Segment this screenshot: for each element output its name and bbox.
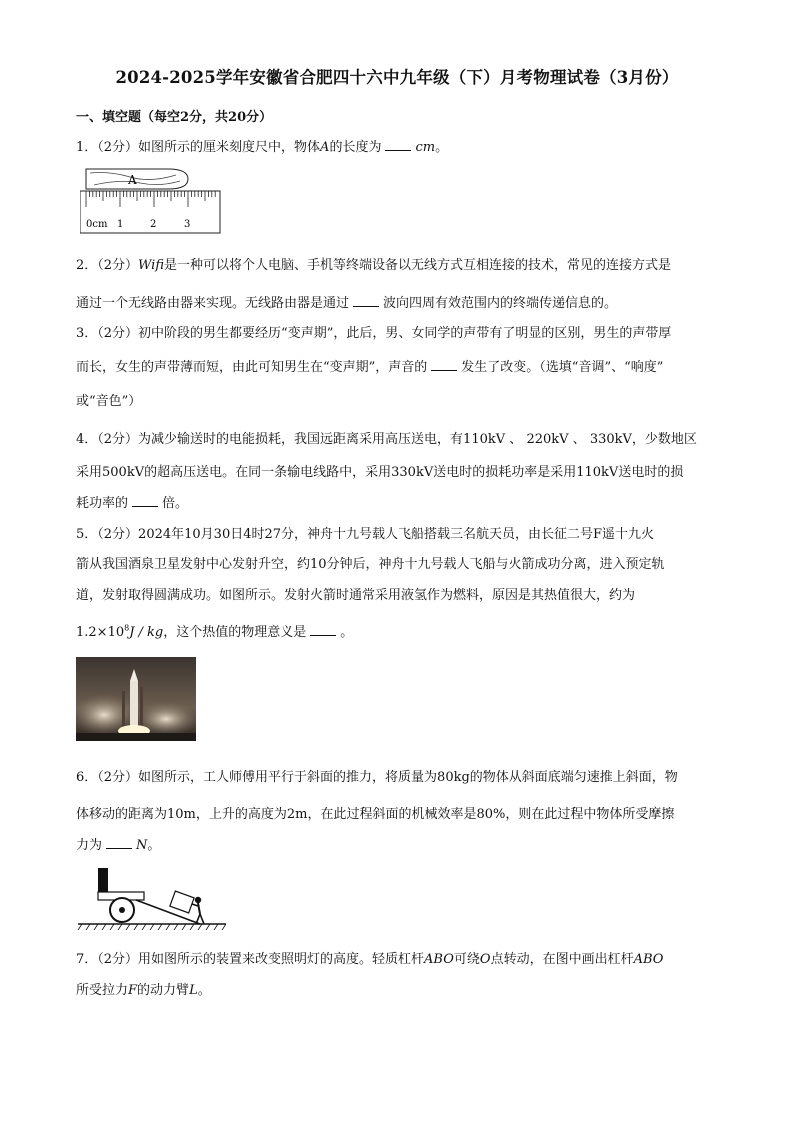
ruler-figure <box>80 165 222 235</box>
question-4-line-3 <box>76 492 188 511</box>
q7-force: F <box>128 983 138 998</box>
q4-voltage-110b: 110kV <box>576 465 619 480</box>
q2-prefix: 2．（2分） <box>76 258 139 273</box>
q5-blank <box>310 624 336 636</box>
q3-text-b: 发生了改变。（选填“音调”、“响度” <box>461 360 664 375</box>
ruler-tick-label-1: 1 <box>117 219 124 230</box>
rocket-launch-photo <box>76 657 196 741</box>
q6-text-a: 6．（2分）如图所示，工人师傅用平行于斜面的推力，将质量为 <box>76 770 438 785</box>
q6-text-c: 体移动的距离为 <box>76 807 168 822</box>
question-6-line-1 <box>76 766 678 785</box>
q4-voltage-220: 220kV <box>526 432 569 447</box>
q7-text-c: 点转动，在图中画出杠杆 <box>490 952 634 967</box>
question-5-line-3: 道，发射取得圆满成功。如图所示。发射火箭时通常采用液氢作为燃料，原因是其热值很大，约为 <box>76 588 636 603</box>
q1-end: 。 <box>435 140 449 155</box>
q5-text-b: ，这个热值的物理意义是 <box>163 625 307 640</box>
section-heading: 一、填空题（每空2分，共20分） <box>76 110 273 125</box>
q5-unit: J / kg <box>129 625 164 640</box>
question-5-line-1: 5．（2分）2024年10月30日4时27分，神舟十九号载人飞船搭载三名航天员，由长征二号F遥十九火 <box>76 527 655 542</box>
object-a-label: A <box>128 173 137 187</box>
q6-height: 2m <box>286 807 308 822</box>
q6-distance: 10m <box>167 807 196 822</box>
q7-lever-2: ABO <box>633 952 664 967</box>
q4-text-d: 的超高压送电。在同一条输电线路中，采用 <box>144 465 392 480</box>
question-7-line-2 <box>76 979 211 998</box>
q2-wifi: Wifi <box>138 258 165 273</box>
question-6-line-3 <box>76 834 160 853</box>
q7-text-f: 。 <box>197 983 211 998</box>
q7-text-b: 可绕 <box>453 952 480 967</box>
q4-text-a: 4．（2分）为减少输送时的电能损耗，我国远距离采用高压送电，有 <box>76 432 464 447</box>
q4-voltage-330b: 330kV <box>391 465 434 480</box>
q1-unit: cm <box>415 140 436 155</box>
q6-text-f: 力为 <box>76 838 103 853</box>
q4-voltage-330: 330kV <box>589 432 632 447</box>
q6-text-g: 。 <box>147 838 161 853</box>
q3-blank <box>431 359 457 371</box>
q7-text-e: 的动力臂 <box>137 983 190 998</box>
q1-text-a: 1．（2分）如图所示的厘米刻度尺中，物体 <box>76 140 321 155</box>
q2-text-1: 是一种可以将个人电脑、手机等终端设备以无线方式互相连接的技术，常见的连接方式是 <box>164 258 672 273</box>
exam-title: 2024-2025学年安徽省合肥四十六中九年级（下）月考物理试卷（3月份） <box>115 68 679 87</box>
q6-text-b: 的物体从斜面底端匀速推上斜面，物 <box>469 770 678 785</box>
question-5-line-4 <box>76 621 353 640</box>
q7-text-d: 所受拉力 <box>76 983 129 998</box>
question-2-line-1 <box>76 254 671 273</box>
q5-text-c: 。 <box>340 625 354 640</box>
q4-voltage-110: 110kV <box>463 432 506 447</box>
q4-blank <box>132 495 158 507</box>
q2-text-3: 波向四周有效范围内的终端传递信息的。 <box>383 296 618 311</box>
question-3-line-2 <box>76 356 663 375</box>
ruler-tick-label-0: 0cm <box>86 219 108 230</box>
q4-sep-2: 、 <box>572 432 586 447</box>
q4-text-g: 耗功率的 <box>76 496 129 511</box>
question-7-line-1 <box>76 948 663 967</box>
q7-text-a: 7．（2分）用如图所示的装置来改变照明灯的高度。轻质杠杆 <box>76 952 425 967</box>
q4-text-c: 采用 <box>76 465 103 480</box>
q4-voltage-500: 500kV <box>102 465 145 480</box>
q1-text-b: 的长度为 <box>329 140 382 155</box>
incline-figure <box>76 862 226 932</box>
question-5-line-2: 箭从我国酒泉卫星发射中心发射升空，约10分钟后，神舟十九号载人飞船与火箭成功分离，进入预定轨 <box>76 557 665 572</box>
q1-var-a: A <box>320 140 330 155</box>
q2-blank <box>353 295 379 307</box>
q5-heat-value: 1.2×10 <box>76 625 125 640</box>
q4-text-b: ，少数地区 <box>631 432 697 447</box>
q2-text-2: 通过一个无线路由器来实现。无线路由器是通过 <box>76 296 350 311</box>
q1-blank <box>385 139 411 151</box>
question-6-line-2 <box>76 803 674 822</box>
question-3-line-1: 3．（2分）初中阶段的男生都要经历“变声期”，此后，男、女同学的声带有了明显的区别，男生的声带厚 <box>76 326 672 341</box>
q4-text-f: 送电时的损 <box>618 465 684 480</box>
ruler-tick-label-2: 2 <box>150 219 157 230</box>
q6-mass: 80kg <box>437 770 470 785</box>
q6-text-d: ，上升的高度为 <box>195 807 287 822</box>
q5-exponent: 8 <box>124 623 130 633</box>
q3-text-a: 而长，女生的声带薄而短，由此可知男生在“变声期”，声音的 <box>76 360 428 375</box>
q6-blank <box>106 837 132 849</box>
q7-lever-1: ABO <box>424 952 454 967</box>
q4-sep-1: 、 <box>509 432 523 447</box>
question-4-line-1 <box>76 428 697 447</box>
ruler-tick-label-3: 3 <box>184 219 191 230</box>
q6-unit: N <box>136 838 148 853</box>
q6-text-e: ，在此过程斜面的机械效率是80%，则在此过程中物体所受摩擦 <box>307 807 675 822</box>
q4-text-e: 送电时的损耗功率是采用 <box>433 465 577 480</box>
question-1 <box>76 136 448 155</box>
question-2-line-2 <box>76 292 617 311</box>
question-4-line-2 <box>76 461 683 480</box>
q4-text-h: 倍。 <box>162 496 189 511</box>
q7-pivot: O <box>479 952 491 967</box>
q7-arm: L <box>189 983 198 998</box>
question-3-line-3: 或“音色”） <box>76 394 142 409</box>
